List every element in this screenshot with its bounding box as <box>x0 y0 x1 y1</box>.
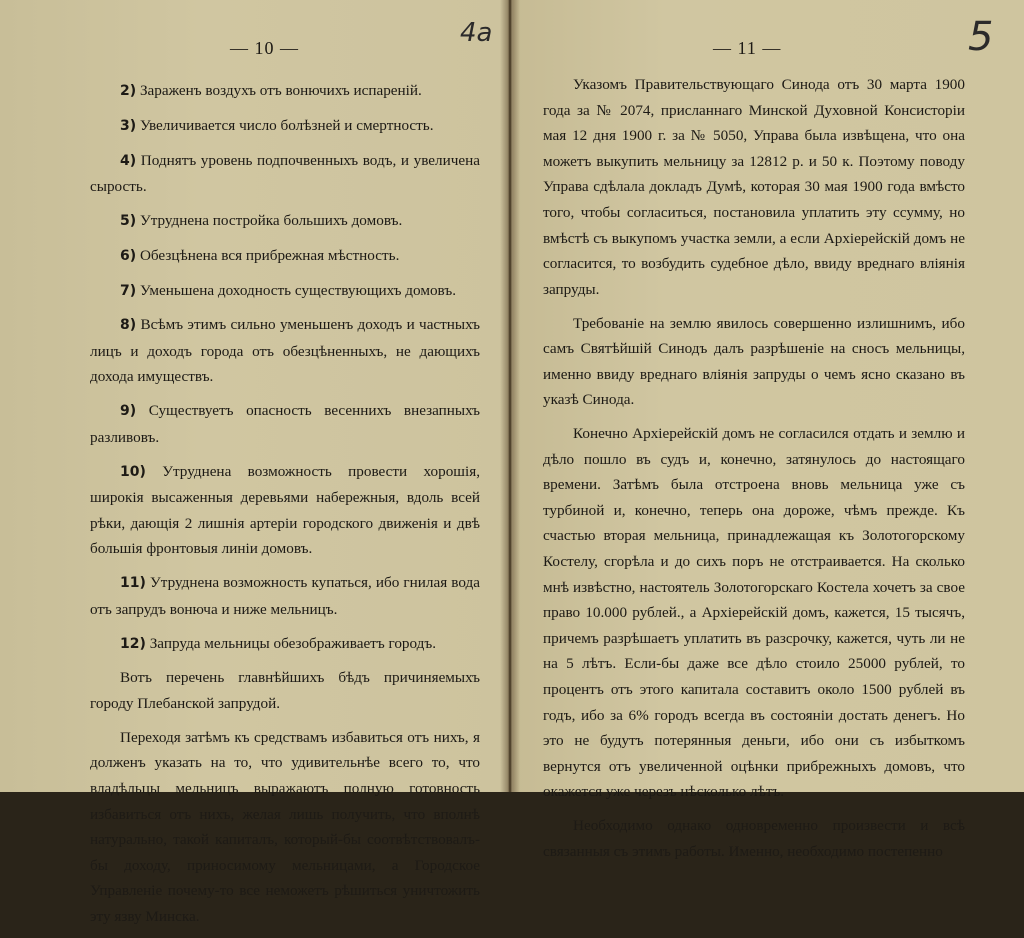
item-text: Увеличивается число болѣзней и смертность. <box>139 116 434 134</box>
handwritten-page-note: 4a <box>460 18 493 48</box>
item-text: Обезцѣнена вся прибрежная мѣстность. <box>139 246 400 264</box>
item-number: 10) <box>120 463 146 480</box>
left-page-text <box>90 78 480 938</box>
list-item <box>90 78 480 105</box>
paragraph: Вотъ перечень главнѣйшихъ бѣдъ причиняемыхъ городу Плебанской запрудой. <box>90 669 480 712</box>
paragraph: Требованіе на землю явилось совершенно излишнимъ, ибо самъ Святѣйшій Синодъ далъ разрѣшеніе на сносъ мельницы, именно ввиду вреднаго вліянія запруды о чемъ ясно сказано въ указѣ Синода. <box>543 314 965 409</box>
item-number: 3) <box>120 117 137 134</box>
left-page <box>0 0 507 925</box>
right-page <box>513 0 1024 860</box>
item-number: 11) <box>120 575 146 592</box>
list-item <box>90 113 480 140</box>
page-number: — 11 — <box>713 38 782 58</box>
paragraph: Переходя затѣмъ къ средствамъ избавиться отъ нихъ, я долженъ указать на то, что удивительнѣе всего то, что владѣльцы мельницъ выражаютъ полную готовность избавиться отъ нихъ, желая лишь получить, что вполнѣ натурально, такой капиталъ, который-бы соотвѣтствовалъ-бы доходу, приносимому мельницами, а Городское Управленіе почему-то все неможетъ рѣшиться уничтожить эту язву Минска. <box>90 728 480 925</box>
item-number: 8) <box>120 317 137 334</box>
list-item <box>90 398 480 450</box>
item-text: Утруднена возможность купаться, ибо гнилая вода отъ запрудъ вонюча и ниже мельницъ. <box>90 574 480 618</box>
handwritten-page-note: 5 <box>968 14 994 60</box>
item-text: Зараженъ воздухъ отъ вонючихъ испареній. <box>139 82 422 99</box>
list-item <box>90 278 480 305</box>
item-number: 4) <box>120 152 137 169</box>
item-text: Уменьшена доходность существующихъ домовъ. <box>139 281 456 299</box>
list-item <box>90 631 480 658</box>
item-number: 7) <box>120 282 137 299</box>
paragraph: Указомъ Правительствующаго Синода отъ 30 марта 1900 года за № 2074, присланнаго Минской Духовной Консисторіи мая 12 дня 1900 г. за № 5050, Управа была извѣщена, что она можетъ выкупить мельницу за 12812 р. и 50 к. Поэтому поводу Управа сдѣлала докладъ Думѣ, которая 30 мая 1900 года вмѣсто того, чтобы согласиться, постановила уплатить эту ссумму, но вмѣстѣ съ выкупомъ участка земли, а если Архіерейскій домъ не согласится, то возбудить судебное дѣло, ввиду вреднаго вліянія запруды. <box>543 76 965 298</box>
list-item <box>90 148 480 200</box>
list-item <box>90 570 480 622</box>
list-item <box>90 243 480 270</box>
item-text: Утруднена постройка большихъ домовъ. <box>139 211 403 229</box>
item-text: Всѣмъ этимъ сильно уменьшенъ доходъ и частныхъ лицъ и доходъ города отъ обезцѣненныхъ, не дающихъ дохода имуществъ. <box>90 316 481 386</box>
item-number: 2) <box>120 83 137 99</box>
item-text: Утруднена возможность провести хорошія, широкія высаженныя деревьями набережныя, вдоль всей рѣки, дающія 2 лишнія артеріи городского движенія и двѣ большія фронтовыя линіи домовъ. <box>90 462 480 558</box>
item-number: 5) <box>120 212 137 229</box>
item-number: 9) <box>120 403 137 420</box>
list-item <box>90 312 480 390</box>
item-text: Поднятъ уровень подпочвенныхъ водъ, и увеличена сырость. <box>90 151 481 196</box>
item-text: Существуетъ опасность весеннихъ внезапныхъ разливовъ. <box>90 402 481 446</box>
item-text: Запруда мельницы обезображиваетъ городъ. <box>149 634 437 652</box>
list-item <box>90 459 480 562</box>
paragraph: Необходимо однако одновременно произвести и всѣ связанныя съ этимъ работы. Именно, необходимо постепенно <box>543 817 965 860</box>
item-number: 6) <box>120 247 137 264</box>
book-gutter <box>500 0 520 792</box>
item-number: 12) <box>120 635 146 652</box>
paragraph: Конечно Архіерейскій домъ не согласился отдать и землю и дѣло пошло въ судъ и, конечно, затянулось до настоящаго времени. Затѣмъ была отстроена вновь мельница уже съ турбиной и, конечно, теперь она дороже, чѣмъ прежде. Къ счастью вторая мельница, принадлежащая къ Золотогорскому Костелу, сгорѣла и до сихъ поръ не отстраивается. На сколько мнѣ извѣстно, настоятель Золотогорскаго Костела хочетъ за свое право 10.000 рублей., а Архіерейскій домъ, кажется, 15 тысячъ, причемъ разрѣшаетъ уплатить въ разсрочку, кажется, чуть ли не на 5 лѣтъ. Если-бы даже все дѣло стоило 25000 рублей, то процентъ отъ этого капитала составитъ около 1500 рублей въ годъ, ибо за 6% городъ всегда въ состояніи достать денегъ. Но это не будутъ потерянныя деньги, ибо они съ избыткомъ вернутся отъ увеличенной оцѣнки прибрежныхъ домовъ, что окажется уже черезъ нѣсколько лѣтъ. <box>543 425 965 801</box>
page-number: — 10 — <box>230 38 299 58</box>
right-page-text <box>543 72 965 873</box>
list-item <box>90 208 480 235</box>
